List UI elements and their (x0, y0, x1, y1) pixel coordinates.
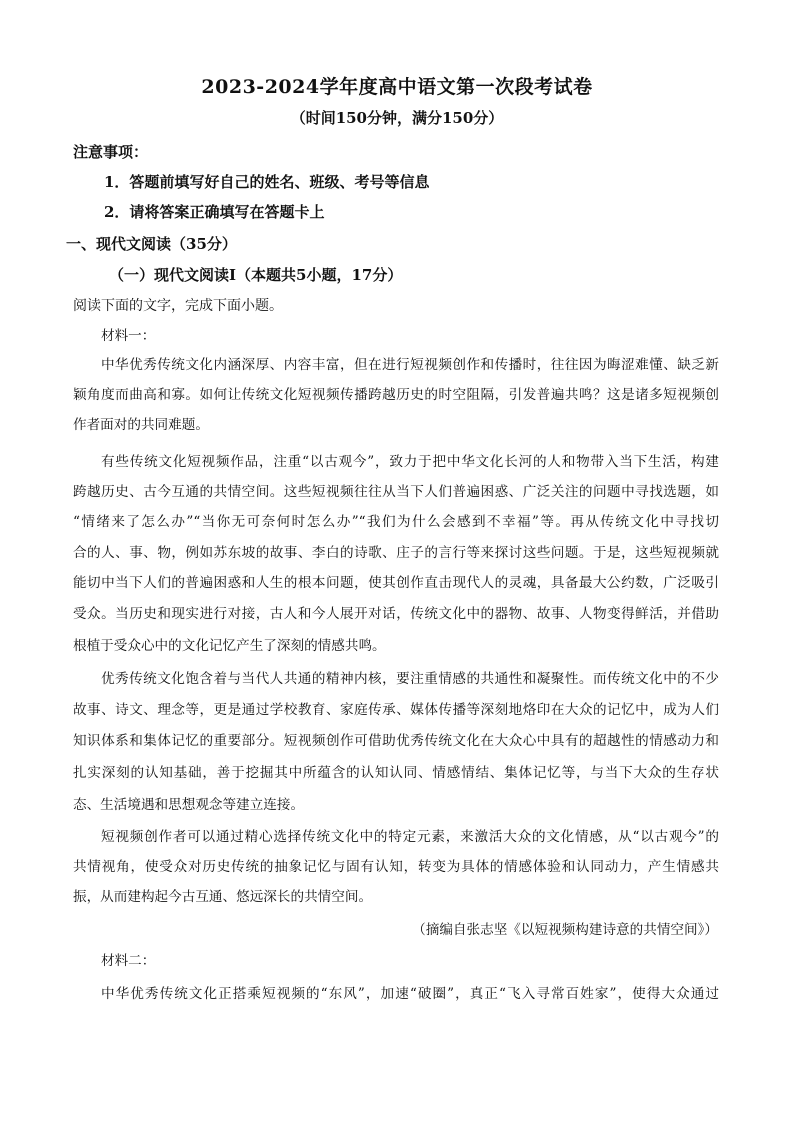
p2-line-5: 能切中当下人们的普遍困惑和人生的根本问题，使其创作直击现代人的灵魂，具备最大公约数，广泛吸引 (73, 575, 719, 591)
section-heading: 一、现代文阅读（35分） (66, 235, 237, 253)
p3-line-4: 扎实深刻的认知基础，善于挖掘其中所蕴含的认知认同、情感情结、集体记忆等，与当下大众的生存状 (73, 765, 719, 781)
p3-line-5: 态、生活境遇和思想观念等建立连接。 (73, 797, 305, 813)
p4-line-1: 短视频创作者可以通过精心选择传统文化中的特定元素，来激活大众的文化情感，从“以古观今”的 (101, 829, 719, 845)
section-subheading: （一）现代文阅读Ⅰ（本题共5小题，17分） (109, 266, 403, 284)
p1-line-2: 颖角度而曲高和寡。如何让传统文化短视频传播跨越历史的时空阻隔，引发普遍共鸣？这是诸多短视频创 (73, 387, 719, 403)
p3-line-1: 优秀传统文化饱含着与当代人共通的精神内核，要注重情感的共通性和凝聚性。而传统文化中的不少 (101, 671, 719, 687)
p2-line-6: 受众。当历史和现实进行对接，古人和今人展开对话，传统文化中的器物、故事、人物变得鲜活，并借助 (73, 606, 719, 622)
notice-item-1: 1．答题前填写好自己的姓名、班级、考号等信息 (104, 173, 430, 191)
material1-source: （摘编自张志坚《以短视频构建诗意的共情空间》） (412, 922, 718, 938)
p3-line-3: 知识体系和集体记忆的重要部分。短视频创作可借助优秀传统文化在大众心中具有的超越性的情感动力和 (73, 733, 719, 749)
exam-subtitle: （时间150分钟，满分150分） (290, 109, 504, 127)
reading-instruction: 阅读下面的文字，完成下面小题。 (73, 298, 283, 314)
p1-line-3: 作者面对的共同难题。 (73, 417, 209, 433)
material2-label: 材料二： (101, 953, 156, 969)
p4-line-2: 共情视角，使受众对历史传统的抽象记忆与固有认知，转变为具体的情感体验和认同动力，产生情感共 (73, 859, 719, 875)
p2-line-1: 有些传统文化短视频作品，注重“以古观今”，致力于把中华文化长河的人和物带入当下生活，构建 (101, 454, 719, 470)
notice-item-2: 2．请将答案正确填写在答题卡上 (104, 203, 325, 221)
p2-line-4: 合的人、事、物，例如苏东坡的故事、李白的诗歌、庄子的言行等来探讨这些问题。于是，这些短视频就 (73, 545, 719, 561)
p2-line-3: “情绪来了怎么办”“当你无可奈何时怎么办”“我们为什么会感到不幸福”等。再从传统文化中寻找切 (73, 514, 719, 530)
notice-heading: 注意事项： (73, 143, 149, 161)
p1-line-1: 中华优秀传统文化内涵深厚、内容丰富，但在进行短视频创作和传播时，往往因为晦涩难懂、缺乏新 (101, 357, 719, 373)
p2-line-7: 根植于受众心中的文化记忆产生了深刻的情感共鸣。 (73, 638, 386, 654)
exam-title: 2023-2024学年度高中语文第一次段考试卷 (201, 76, 593, 98)
m2-line-1: 中华优秀传统文化正搭乘短视频的“东风”，加速“破圈”，真正“飞入寻常百姓家”，使得大众通过 (101, 986, 719, 1002)
p3-line-2: 故事、诗文、理念等，更是通过学校教育、家庭传承、媒体传播等深刻地烙印在大众的记忆中，成为人们 (73, 702, 719, 718)
material1-label: 材料一： (101, 328, 156, 344)
p2-line-2: 跨越历史、古今互通的共情空间。这些短视频往往从当下人们普遍困惑、广泛关注的问题中寻找选题，如 (73, 484, 719, 500)
p4-line-3: 振，从而建构起今古互通、悠远深长的共情空间。 (73, 889, 373, 905)
